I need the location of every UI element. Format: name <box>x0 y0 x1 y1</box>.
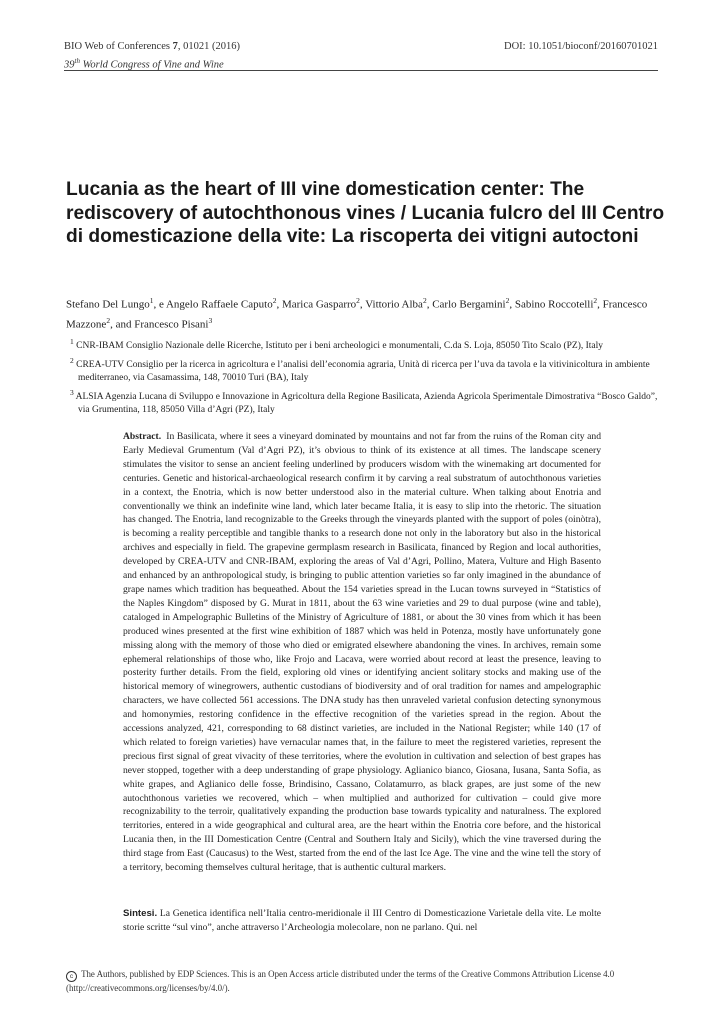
author-separator: , and <box>110 318 135 331</box>
affiliation <box>66 354 666 386</box>
license-footer <box>66 968 666 995</box>
author-affiliation-mark: 1 <box>149 296 154 305</box>
author-name: Sabino Roccotelli <box>514 298 594 311</box>
abstract-text: In Basilicata, where it sees a vineyard dominated by mountains and not far from the ruins of the Roman city and Early Medieval Grumentum (Val d’Agri PZ), it’s obvious to think of its existence at all times. The landscape scenery stimulates the visitor to sense an ancient feeling underlined by producers wisdom with the winemaking art documented for centuries. Genetic and historical-archaeological research confirm it by carving a real substratum of autochthonous varieties in a context, the Enotria, which is now better understood also in the material culture. When talking about Enotria and conventionally we think an indefinite wine land, which later became Italia, it is easy to slip into the rhetoric. The situation has changed. The Enotria, land recognizable to the Greeks through the vineyards planted with the support of poles (oinòtra), is becoming a reality perceptible and tangible thanks to a research done not only in the laboratory but also in the historical archives and especially in field. The grapevine germplasm research in Basilicata, financed by Region and local authorities, developed by CREA-UTV and CNR-IBAM, exploring the areas of Val d’Agri, Pollino, Matera, Vulture and High Basento and enhanced by an anthropological study, is bringing to public attention varieties so far only imagined in the abundance of grape names which tradition has bequeathed. About the 154 varieties spread in the Lucan towns surveyed in “Statistics of the Naples Kingdom” disposed by G. Murat in 1811, about the 63 wine varieties and 29 to dual purpose (wine and table), cataloged in Ampelographic Bulletins of the Ministry of Agriculture of 1881, or about the 30 vines from which it has been produced wines presented at the first wine exhibition of 1887 which was held in Potenza, mostly have unfortunately gone missing along with the memory of those who died or emigrated elsewhere abandoning the vines. In archives, remain some ephemeral relationships of those who, like Frojo and Lacava, were worried about record at least the presence, leaving to posterity further details. From the field, exploring old vines or identifying ancient solitary stocks and making use of the historical memory of winegrowers, authentic custodians of biodiversity and of oral tradition for names and ampelographic characters, we have collected 561 accessions. The DNA study has then unraveled varietal confusion detecting synonymous and homonymies, restoring confidence in the effective recognition of the varieties spread in the region. About the accessions analyzed, 421, corresponding to 68 distinct varieties, are included in the National Register; while 140 (17 of which related to foreign varieties) have vernacular names that, in the failure to meet the registered varieties, represent the precious first signal of great vivacity of these territories, where the evolution in cultivation and selection of best grapes has never stopped, together with a deep understanding of grape physiology. Aglianico bianco, Giosana, Iusana, Santa Sofia, as white grapes, and Aglianico delle fosse, Brindisino, Cassano, Colatamurro, as black grapes, are just some of the new autochthonous varieties we recovered, which – when multiplied and authorized for cultivation – could give more recognizability to the terroir, qualitatively expanding the production base towards typicality and naturalness. The explored territories, entered in a wide geographical and cultural area, are the heart within the Enotria core before, and the historical Lucania then, in the III Domestication Centre (Central and Southern Italy and Sicily), which the vine traversed during the third stage from East (Caucasus) to the West, started from the end of the last Ice Age. The vine and the wine tell the story of a territory, becoming themselves cultural heritage, that is authentic cultural markers. <box>123 431 601 874</box>
copyright-icon: c <box>66 971 77 982</box>
affiliation-number: 3 <box>70 387 74 397</box>
author-list <box>66 293 666 332</box>
affiliation-text: CNR-IBAM Consiglio Nazionale delle Ricerche, Istituto per i beni archeologici e monumentali, C.da S. Loja, 85050 Tito Scalo (PZ), Italy <box>76 341 604 352</box>
affiliation-text: CREA-UTV Consiglio per la ricerca in agricoltura e l’analisi dell’economia agraria, Unità di ricerca per l’uva da tavola e la vitivinicoltura in ambiente mediterraneo, via Casamassima, 148, 70010 Turi (BA), Italy <box>76 359 650 384</box>
abstract <box>123 430 601 875</box>
author-name: Stefano Del Lungo <box>66 298 150 311</box>
author-separator: , <box>426 298 433 311</box>
header-rule <box>64 70 658 71</box>
affiliations <box>66 335 666 418</box>
affiliation-text: ALSIA Agenzia Lucana di Sviluppo e Innovazione in Agricoltura della Regione Basilicata, Azienda Agricola Sperimentale Dimostrativa “Bosco Galdo”, via Grumentina, 118, 85050 Villa d’Agri (PZ), Italy <box>75 391 658 416</box>
congress-name: 39th World Congress of Vine and Wine <box>64 57 224 71</box>
license-text: The Authors, published by EDP Sciences. This is an Open Access article distributed under the terms of the Creative Commons Attribution License 4.0 (http://creativecommons.org/licenses/by/4.0/). <box>66 969 615 993</box>
author-name: Francesco Pisani <box>134 318 209 331</box>
author-affiliation-mark: 2 <box>106 315 111 325</box>
affiliation-number: 1 <box>70 337 74 346</box>
journal-citation: BIO Web of Conferences 7, 01021 (2016) <box>64 41 240 52</box>
abstract-label: Abstract. <box>123 431 162 442</box>
author-separator: , e <box>153 298 166 311</box>
affiliation-number: 2 <box>70 355 74 365</box>
affiliation <box>66 386 666 418</box>
author-separator: , <box>359 298 366 311</box>
running-header <box>64 39 658 73</box>
author-name: Carlo Bergamini <box>432 298 506 311</box>
doi[interactable]: DOI: 10.1051/bioconf/20160701021 <box>504 41 658 52</box>
author-affiliation-mark: 2 <box>356 296 360 305</box>
sintesi-label: Sintesi. <box>123 908 158 919</box>
author-separator: , <box>276 298 282 311</box>
author-name: Marica Gasparro <box>281 298 357 311</box>
author-affiliation-mark: 2 <box>593 296 598 305</box>
author-affiliation-mark: 2 <box>505 296 510 305</box>
author-separator: , <box>509 298 515 311</box>
affiliation <box>66 335 666 354</box>
author-name: Vittorio Alba <box>365 298 423 311</box>
author-separator: , <box>597 298 603 311</box>
author-affiliation-mark: 2 <box>272 296 277 305</box>
author-name: Angelo Raffaele Caputo <box>165 298 273 311</box>
paper-title: Lucania as the heart of III vine domestication center: The rediscovery of autochthonous vines / Lucania fulcro del III Centro di domesticazione della vite: La riscoperta dei vitigni autoctoni <box>66 179 665 247</box>
sintesi <box>123 907 601 935</box>
author-name: Francesco Mazzone <box>66 298 648 331</box>
sintesi-text: La Genetica identifica nell’Italia centro-meridionale il III Centro di Domesticazione Varietale della vite. Le molte storie scritte “sul vino”, anche attraverso l’Archeologia molecolare, non ne parlano. Qui. nel <box>123 908 601 933</box>
author-affiliation-mark: 2 <box>422 296 427 305</box>
author-affiliation-mark: 3 <box>208 315 213 325</box>
